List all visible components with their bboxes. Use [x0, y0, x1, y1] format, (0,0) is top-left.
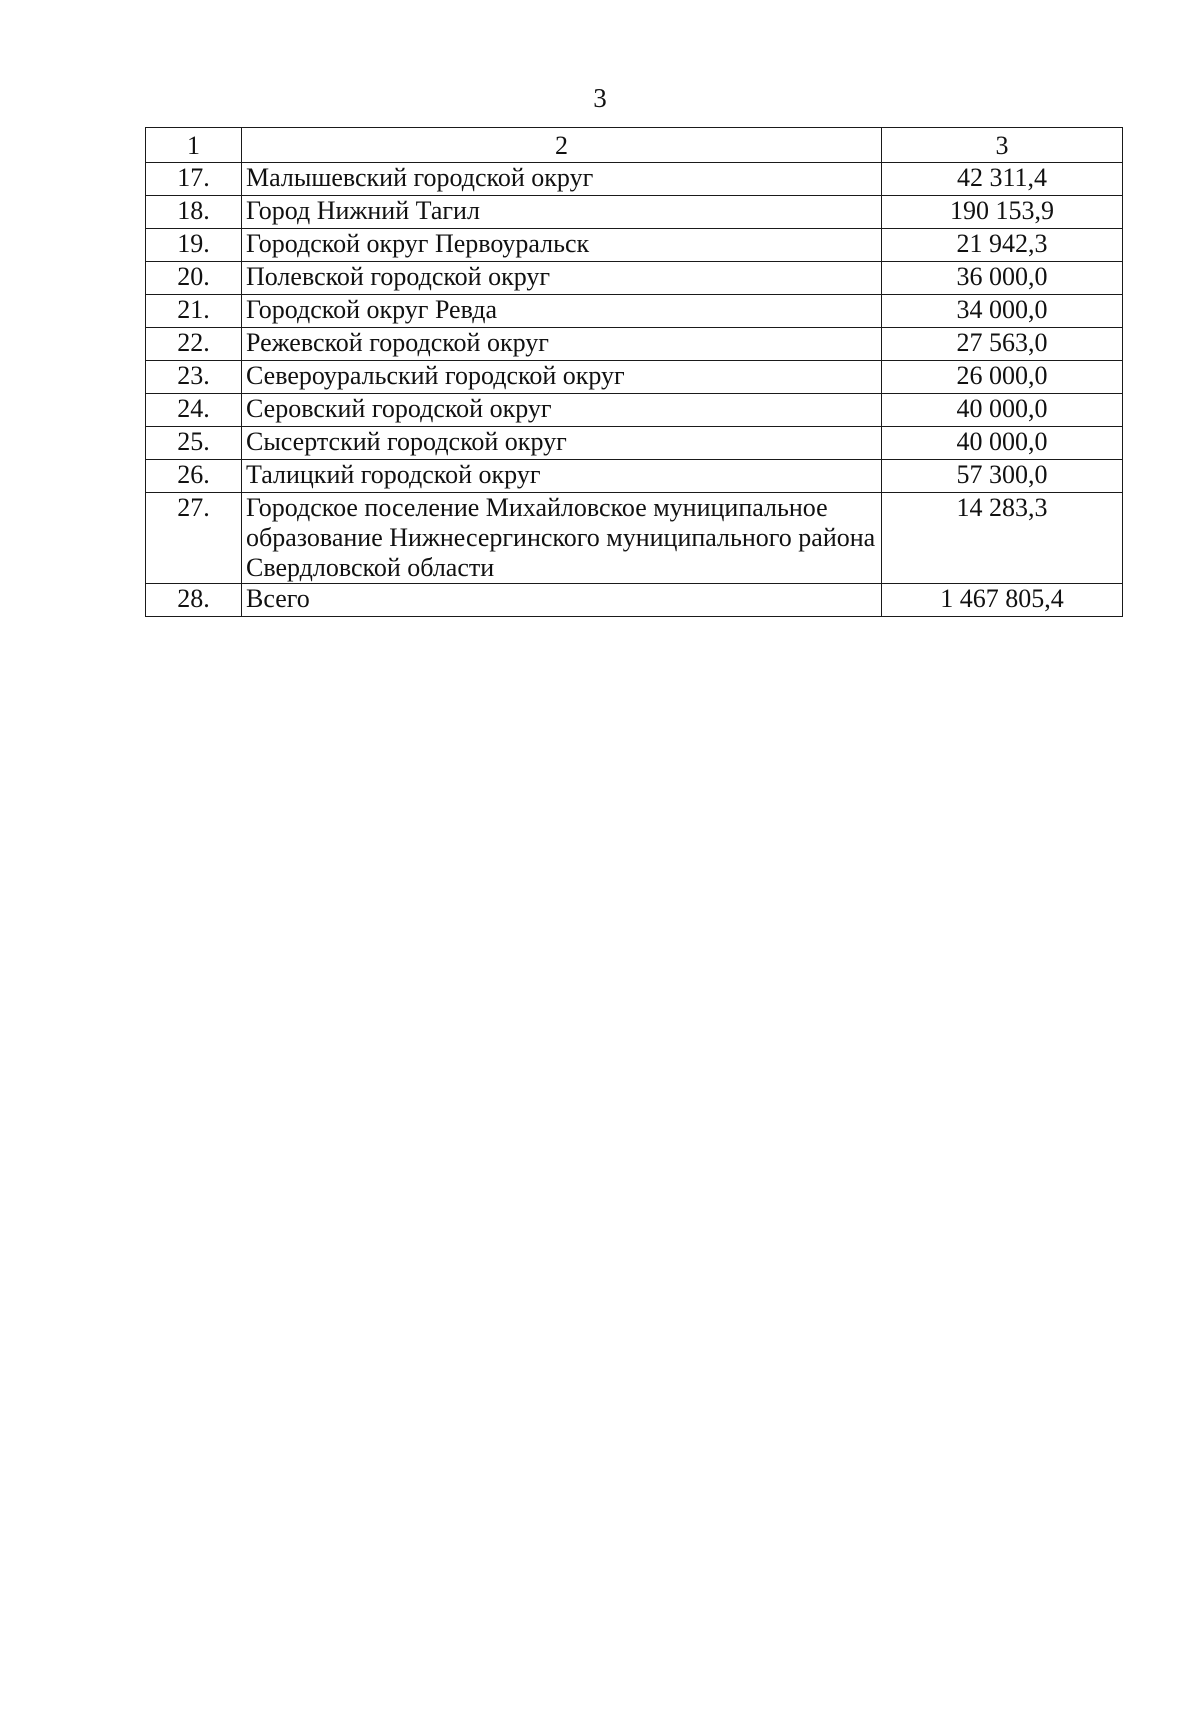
- row-value: 1 467 805,4: [882, 584, 1123, 617]
- table-row-total: [146, 584, 1123, 617]
- row-value: 40 000,0: [882, 427, 1123, 460]
- row-number: 19.: [146, 229, 242, 262]
- row-number: 23.: [146, 361, 242, 394]
- row-name: Серовский городской округ: [242, 394, 882, 427]
- row-value: 21 942,3: [882, 229, 1123, 262]
- table-row: [146, 262, 1123, 295]
- table-row: [146, 328, 1123, 361]
- row-name: Талицкий городской округ: [242, 460, 882, 493]
- row-number: 24.: [146, 394, 242, 427]
- table-row: [146, 394, 1123, 427]
- row-name: Городской округ Ревда: [242, 295, 882, 328]
- table-header-row: [146, 128, 1123, 163]
- row-name: Режевской городской округ: [242, 328, 882, 361]
- page-number: 3: [593, 83, 607, 113]
- row-number: 25.: [146, 427, 242, 460]
- column-header-name: 2: [242, 128, 882, 163]
- table-row: [146, 361, 1123, 394]
- table-row: [146, 163, 1123, 196]
- row-number: 22.: [146, 328, 242, 361]
- table-row: [146, 196, 1123, 229]
- row-number: 21.: [146, 295, 242, 328]
- row-value: 27 563,0: [882, 328, 1123, 361]
- row-number: 17.: [146, 163, 242, 196]
- row-value: 40 000,0: [882, 394, 1123, 427]
- row-name: Малышевский городской округ: [242, 163, 882, 196]
- table-row: [146, 295, 1123, 328]
- table-row: [146, 460, 1123, 493]
- row-value: 57 300,0: [882, 460, 1123, 493]
- row-value: 42 311,4: [882, 163, 1123, 196]
- row-value: 14 283,3: [882, 493, 1123, 584]
- allocation-table: [145, 127, 1123, 617]
- table-row: [146, 493, 1123, 584]
- row-value: 26 000,0: [882, 361, 1123, 394]
- row-name: Полевской городской округ: [242, 262, 882, 295]
- row-number: 26.: [146, 460, 242, 493]
- row-value: 190 153,9: [882, 196, 1123, 229]
- column-header-value: 3: [882, 128, 1123, 163]
- row-name: Городской округ Первоуральск: [242, 229, 882, 262]
- row-number: 28.: [146, 584, 242, 617]
- column-header-number: 1: [146, 128, 242, 163]
- row-number: 18.: [146, 196, 242, 229]
- row-number: 27.: [146, 493, 242, 584]
- table-row: [146, 229, 1123, 262]
- row-name: Город Нижний Тагил: [242, 196, 882, 229]
- table-row: [146, 427, 1123, 460]
- row-name: Североуральский городской округ: [242, 361, 882, 394]
- row-value: 36 000,0: [882, 262, 1123, 295]
- row-name: Всего: [242, 584, 882, 617]
- row-value: 34 000,0: [882, 295, 1123, 328]
- row-name: Городское поселение Михайловское муниципальное образование Нижнесергинского муниципального района Свердловской области: [242, 493, 882, 584]
- row-number: 20.: [146, 262, 242, 295]
- row-name: Сысертский городской округ: [242, 427, 882, 460]
